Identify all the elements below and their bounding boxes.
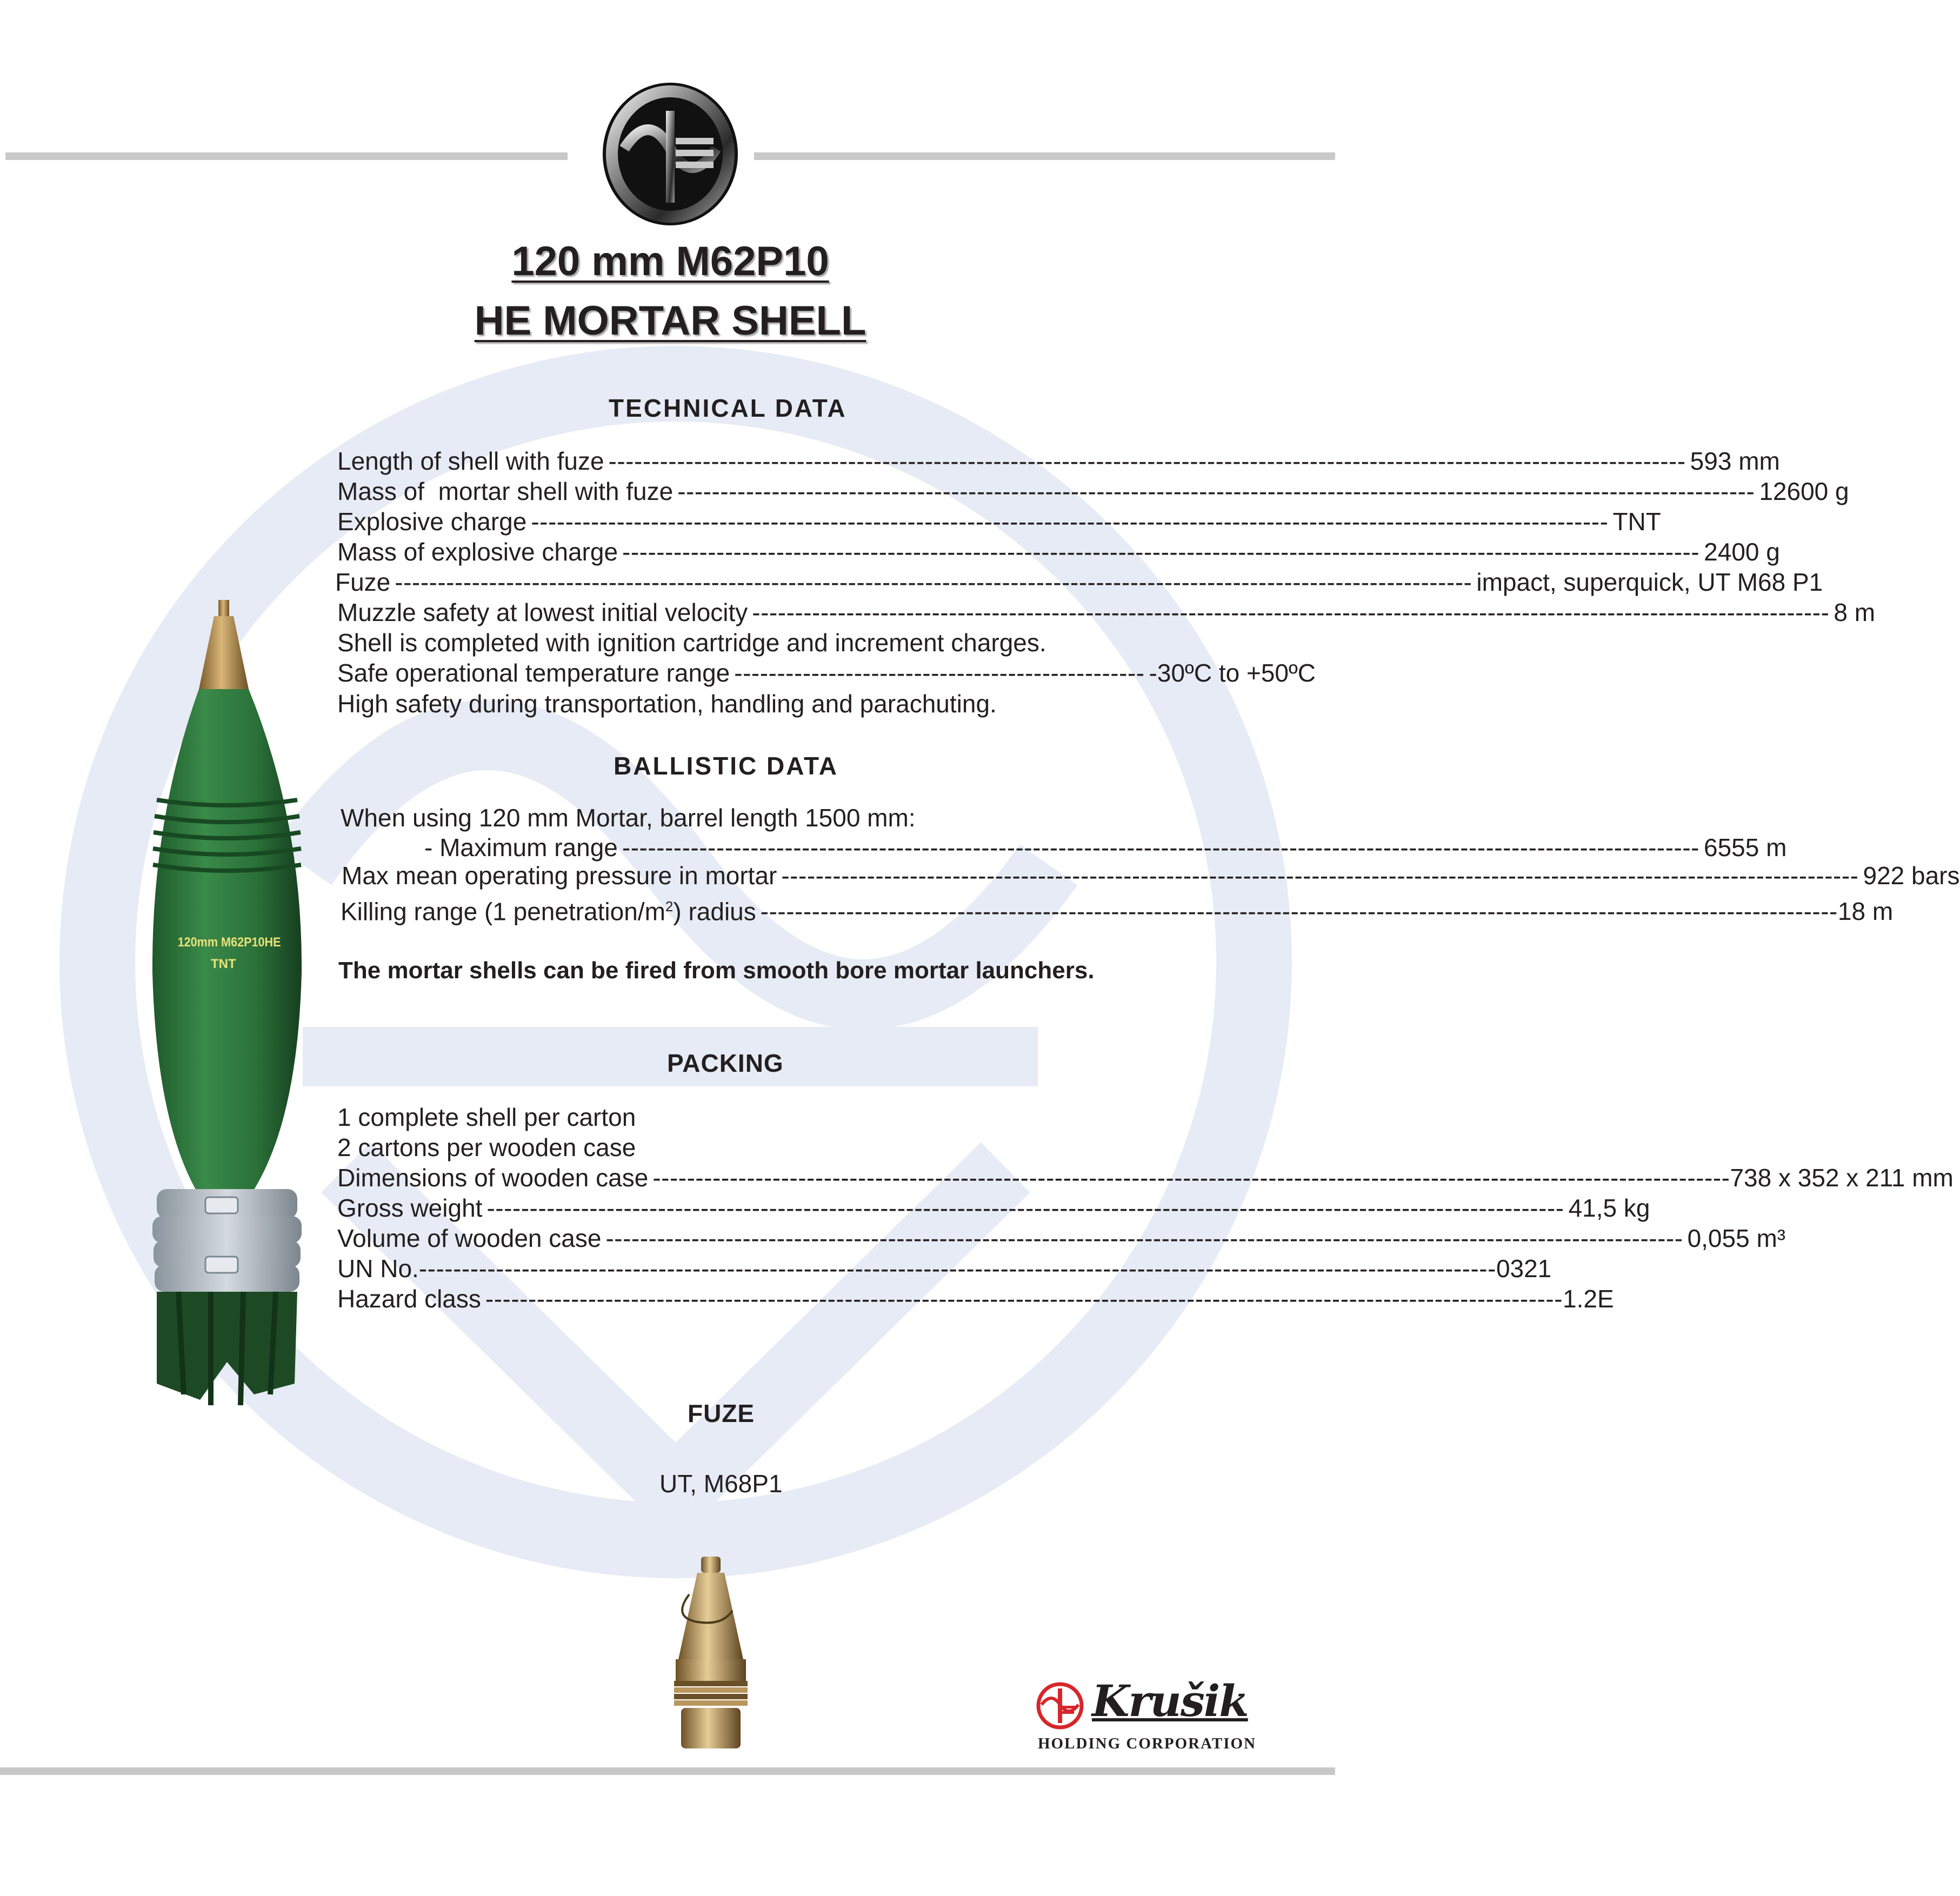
spec-row-muzzle-safety: [337, 598, 1876, 627]
top-divider-right: [754, 152, 1335, 160]
spec-value: 1.2E: [1563, 1285, 1614, 1313]
spec-note-completion: Shell is completed with ignition cartridge and increment charges.: [337, 629, 1046, 657]
spec-label: Dimensions of wooden case: [337, 1164, 649, 1192]
spec-value: impact, superquick, UT M68 P1: [1476, 568, 1823, 596]
packing-line-2: 2 cartons per wooden case: [337, 1133, 636, 1161]
company-logo-icon: [595, 78, 746, 230]
spec-row-length: [337, 446, 1780, 476]
killing-label-superscript: 2: [665, 898, 674, 914]
dash-leader: ------------------------------------------------------------------------------------------------------------------------------: [608, 447, 1686, 475]
dash-leader: ------------------------------------------------------------------------------------------------------------------------------: [760, 897, 1838, 926]
spec-note-safety: High safety during transportation, handling and parachuting.: [337, 690, 997, 718]
spec-label: Mass of explosive charge: [337, 538, 618, 566]
ballistic-note: The mortar shells can be fired from smooth bore mortar launchers.: [338, 957, 1095, 984]
document-title-line-1: 120 mm M62P10: [511, 238, 829, 284]
spec-value: 0,055 m³: [1687, 1224, 1786, 1252]
spec-label: [341, 892, 756, 926]
spec-value: 6555 m: [1704, 833, 1787, 862]
brand-emblem-icon: [1035, 1681, 1085, 1731]
dash-leader: ------------------------------------------------------------------------------------------------------------------------------: [486, 1194, 1564, 1222]
spec-label: Fuze: [335, 568, 391, 596]
spec-label: Mass of mortar shell with fuze: [337, 477, 674, 505]
dash-leader: ------------------------------------------------------------------------------------------------------------------------------: [395, 568, 1472, 596]
spec-value: -30ºC to +50ºC: [1149, 659, 1316, 687]
dash-leader: ------------------------------------------------------------------------------------------------------------------------------: [781, 862, 1859, 890]
shell-marking-line-2: TNT: [211, 957, 236, 971]
spec-value: TNT: [1612, 508, 1661, 536]
spec-label: Safe operational temperature range: [337, 659, 730, 687]
spec-row-temperature: [337, 658, 1316, 688]
brand-tagline: HOLDING CORPORATION: [1038, 1735, 1257, 1752]
top-divider-left: [5, 152, 568, 160]
packing-heading: PACKING: [667, 1049, 784, 1077]
ballistic-data-heading: BALLISTIC DATA: [614, 752, 838, 780]
packing-row-volume: [337, 1224, 1786, 1253]
spec-value: 18 m: [1837, 897, 1894, 926]
packing-row-dimensions: [337, 1163, 1954, 1193]
spec-label: Max mean operating pressure in mortar: [342, 862, 777, 890]
bottom-divider: [0, 1767, 1335, 1775]
spec-value: 593 mm: [1690, 447, 1780, 475]
spec-value: 12600 g: [1759, 477, 1849, 505]
dash-leader: ------------------------------------------------------------------------------------------------------------------------------: [605, 1224, 1683, 1252]
spec-label: Muzzle safety at lowest initial velocity: [337, 598, 748, 626]
dash-leader: ------------------------------------------------------------------------------------------------------------------------------: [622, 538, 1700, 566]
spec-label: Gross weight: [337, 1194, 483, 1222]
spec-value: 8 m: [1834, 598, 1876, 626]
spec-row-mass: [337, 477, 1849, 506]
spec-value: 922 bars: [1863, 862, 1960, 890]
ballistic-row-pressure: [342, 861, 1960, 891]
fuze-value: UT, M68P1: [659, 1470, 783, 1498]
spec-label: - Maximum range: [424, 833, 618, 862]
packing-row-un-number: [337, 1254, 1552, 1284]
packing-row-gross-weight: [337, 1193, 1650, 1223]
spec-row-fuze: [335, 568, 1823, 597]
spec-row-explosive: [337, 507, 1661, 537]
packing-line-1: 1 complete shell per carton: [337, 1103, 636, 1131]
dash-leader: ------------------------------------------------------------------------------------------------------------------------------: [622, 833, 1699, 862]
dash-leader: ------------------------------------------------------------------------------------------------------------------------------: [752, 598, 1830, 626]
document-title-line-2: HE MORTAR SHELL: [474, 298, 866, 344]
spec-value: 0321: [1496, 1254, 1552, 1283]
technical-data-heading: TECHNICAL DATA: [609, 394, 847, 422]
ballistic-intro: When using 120 mm Mortar, barrel length 1500 mm:: [341, 804, 916, 832]
killing-label-text: Killing range (1 penetration/m: [341, 897, 665, 926]
shell-marking-line-1: 120mm M62P10HE: [177, 935, 281, 950]
killing-label-suffix: ) radius: [673, 897, 756, 926]
fuze-image: [657, 1551, 765, 1757]
spec-label: Explosive charge: [337, 508, 527, 536]
dash-leader: ------------------------------------------------------------------------------------------------------------------------------: [652, 1164, 1730, 1192]
spec-value: 41,5 kg: [1568, 1194, 1650, 1222]
mortar-shell-image: [146, 595, 308, 1416]
dash-leader: ------------------------------------------------------------------------------------------------------------------------------: [485, 1285, 1563, 1313]
dash-leader: ------------------------------------------------------------------------------------------------------------------------------: [677, 477, 1755, 505]
dash-leader: ------------------------------------------------: [734, 659, 1145, 687]
packing-row-hazard-class: [337, 1284, 1614, 1314]
spec-label: Hazard class: [337, 1285, 481, 1313]
dash-leader: ------------------------------------------------------------------------------------------------------------------------------: [418, 1254, 1496, 1283]
spec-row-explosive-mass: [337, 537, 1780, 567]
brand-name: Krušik: [1092, 1675, 1248, 1726]
ballistic-row-killing-range: [341, 892, 1894, 926]
ballistic-row-max-range: [424, 833, 1787, 863]
spec-label: UN No.: [337, 1254, 419, 1283]
spec-value: 2400 g: [1704, 538, 1780, 566]
spec-label: Length of shell with fuze: [337, 447, 604, 475]
fuze-heading: FUZE: [688, 1399, 755, 1427]
spec-value: 738 x 352 x 211 mm: [1730, 1164, 1954, 1192]
dash-leader: ------------------------------------------------------------------------------------------------------------------------------: [531, 508, 1609, 536]
spec-label: Volume of wooden case: [337, 1224, 602, 1252]
